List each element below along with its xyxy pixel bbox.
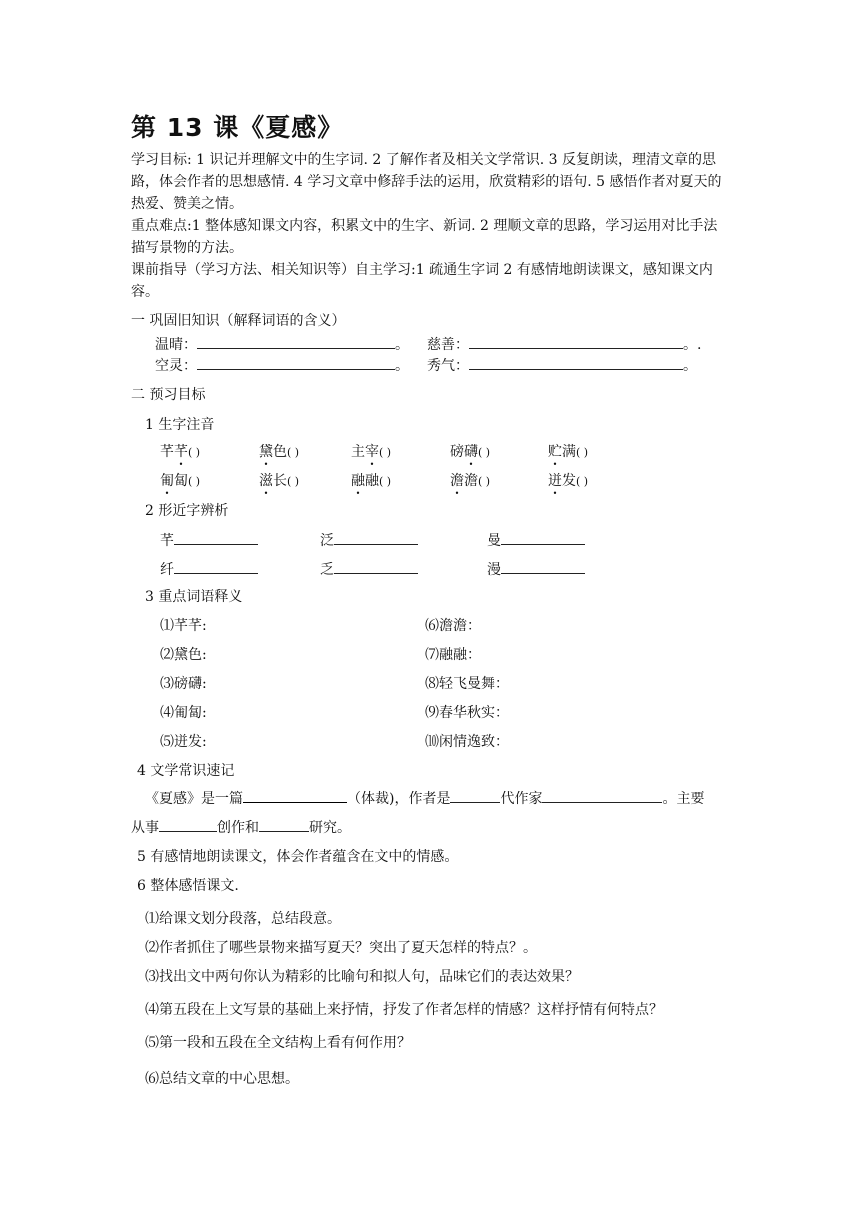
vocab-item: ⑼春华秋实：	[425, 705, 509, 721]
char: 发	[562, 473, 576, 489]
sub2-heading: 2 形近字辨析	[145, 503, 229, 519]
vocab-item: ⑵黛色:	[160, 647, 207, 663]
text: （体裁)，作者是	[347, 791, 451, 807]
page-title: 第 13 课《夏感》	[131, 113, 344, 142]
era-blank[interactable]	[450, 788, 500, 803]
question-item: ⑴给课文划分段落，总结段意。	[145, 911, 341, 927]
char-dotted: 迸	[548, 473, 562, 489]
answer-blank[interactable]	[501, 559, 585, 574]
answer-blank[interactable]	[174, 530, 258, 545]
pinyin-item	[548, 441, 588, 461]
section2-heading: 二 预习目标	[131, 387, 206, 403]
text: 代作家	[500, 791, 543, 807]
literary-line-2	[131, 817, 351, 837]
review-item-2	[427, 334, 701, 354]
sub5-text: 5 有感情地朗读课文，体会作者蕴含在文中的情感。	[137, 849, 459, 865]
answer-blank[interactable]	[174, 559, 258, 574]
char: 长	[273, 473, 287, 489]
similar-char-item	[160, 530, 258, 550]
char: 泛	[320, 533, 334, 549]
review-end: 。	[395, 358, 409, 374]
sub6-heading: 6 整体感悟课文.	[137, 878, 239, 894]
answer-blank[interactable]	[334, 530, 418, 545]
review-label: 慈善：	[427, 337, 469, 353]
char: 匐	[174, 473, 188, 489]
review-label: 空灵：	[155, 358, 197, 374]
text: 创作和	[217, 820, 259, 836]
sub1-heading: 1 生字注音	[145, 417, 215, 433]
vocab-item: ⑺融融：	[425, 647, 481, 663]
char: 漫	[487, 562, 501, 578]
answer-paren[interactable]: ( )	[287, 446, 300, 459]
similar-char-item	[320, 530, 418, 550]
answer-paren[interactable]: ( )	[576, 446, 589, 459]
literary-line-1	[145, 788, 704, 808]
pinyin-item	[259, 441, 299, 461]
pre-class-guidance: 课前指导（学习方法、相关知识等）自主学习:1 疏通生字词 2 有感情地朗读课文，感知课文内容。	[131, 262, 713, 300]
pinyin-item	[450, 470, 490, 490]
question-item: ⑶找出文中两句你认为精彩的比喻句和拟人句，品味它们的表达效果？	[145, 969, 579, 985]
review-item-4	[427, 355, 697, 375]
answer-blank[interactable]	[469, 355, 683, 370]
char-dotted: 黛	[259, 444, 273, 460]
vocab-item: ⑻轻飞曼舞：	[425, 676, 509, 692]
char-dotted: 融	[351, 473, 365, 489]
char: 纤	[160, 562, 174, 578]
char: 曼	[487, 533, 501, 549]
sub4-heading: 4 文学常识速记	[137, 763, 235, 779]
pinyin-item	[351, 441, 391, 461]
vocab-item: ⑹澹澹：	[425, 618, 481, 634]
vocab-item: ⑸迸发:	[160, 734, 207, 750]
pinyin-item	[351, 470, 391, 490]
answer-paren[interactable]: ( )	[379, 446, 392, 459]
review-item-1	[155, 334, 409, 354]
char: 色	[273, 444, 287, 460]
answer-paren[interactable]: ( )	[188, 446, 201, 459]
pinyin-item	[548, 470, 588, 490]
review-end: 。	[683, 358, 697, 374]
genre-blank[interactable]	[243, 788, 347, 803]
answer-paren[interactable]: ( )	[576, 475, 589, 488]
author-blank[interactable]	[542, 788, 662, 803]
pinyin-item	[259, 470, 299, 490]
sub3-heading: 3 重点词语释义	[145, 589, 243, 605]
char-dotted: 贮	[548, 444, 562, 460]
char: 满	[562, 444, 576, 460]
text: 研究。	[309, 820, 351, 836]
similar-char-item	[487, 530, 585, 550]
question-item: ⑵作者抓住了哪些景物来描写夏天？突出了夏天怎样的特点？。	[145, 940, 537, 956]
answer-paren[interactable]: ( )	[188, 475, 201, 488]
answer-blank[interactable]	[334, 559, 418, 574]
question-item: ⑹总结文章的中心思想。	[145, 1071, 299, 1087]
char: 芊	[160, 444, 174, 460]
pinyin-item	[450, 441, 490, 461]
review-end: 。	[395, 337, 409, 353]
answer-paren[interactable]: ( )	[287, 475, 300, 488]
field-blank[interactable]	[159, 817, 217, 832]
text: 。主要	[662, 791, 705, 807]
answer-paren[interactable]: ( )	[478, 475, 491, 488]
char-dotted: 匍	[160, 473, 174, 489]
question-item: ⑷第五段在上文写景的基础上来抒情，抒发了作者怎样的情感？这样抒情有何特点？	[145, 1002, 663, 1018]
vocab-item: ⑽闲情逸致：	[425, 734, 509, 750]
review-item-3	[155, 355, 409, 375]
pinyin-item	[160, 441, 200, 461]
vocab-item: ⑶磅礴:	[160, 676, 207, 692]
answer-paren[interactable]: ( )	[478, 446, 491, 459]
review-label: 秀气：	[427, 358, 469, 374]
answer-blank[interactable]	[469, 334, 683, 349]
similar-char-item	[320, 559, 418, 579]
text: 《夏感》是一篇	[145, 791, 243, 807]
char-dotted: 芊	[174, 444, 188, 460]
answer-blank[interactable]	[197, 334, 395, 349]
pinyin-item	[160, 470, 200, 490]
similar-char-item	[160, 559, 258, 579]
section1-heading: 一 巩固旧知识（解释词语的含义）	[131, 313, 346, 329]
field-blank[interactable]	[259, 817, 309, 832]
answer-paren[interactable]: ( )	[379, 475, 392, 488]
char-dotted: 宰	[365, 444, 379, 460]
vocab-item: ⑴芊芊:	[160, 618, 207, 634]
char-dotted: 礴	[464, 444, 478, 460]
vocab-item: ⑷匍匐:	[160, 705, 207, 721]
char: 乏	[320, 562, 334, 578]
answer-blank[interactable]	[501, 530, 585, 545]
key-difficulties: 重点难点:1 整体感知课文内容，积累文中的生字、新词. 2 理顺文章的思路，学习运用对比手法描写景物的方法。	[131, 218, 718, 256]
char: 磅	[450, 444, 464, 460]
char-dotted: 滋	[259, 473, 273, 489]
question-item: ⑸第一段和五段在全文结构上看有何作用？	[145, 1035, 411, 1051]
text: 从事	[131, 820, 159, 836]
similar-char-item	[487, 559, 585, 579]
char: 澹	[464, 473, 478, 489]
learning-objectives: 学习目标: 1 识记并理解文中的生字词. 2 了解作者及相关文学常识. 3 反复朗读，理清文章的思路，体会作者的思想感情. 4 学习文章中修辞手法的运用，欣赏精彩的语句. 5 感悟作者对夏天的热爱、赞美之情。	[131, 152, 722, 212]
char: 芊	[160, 533, 174, 549]
answer-blank[interactable]	[197, 355, 395, 370]
char: 主	[351, 444, 365, 460]
char: 融	[365, 473, 379, 489]
review-label: 温晴：	[155, 337, 197, 353]
char-dotted: 澹	[450, 473, 464, 489]
review-end: 。.	[683, 337, 702, 353]
